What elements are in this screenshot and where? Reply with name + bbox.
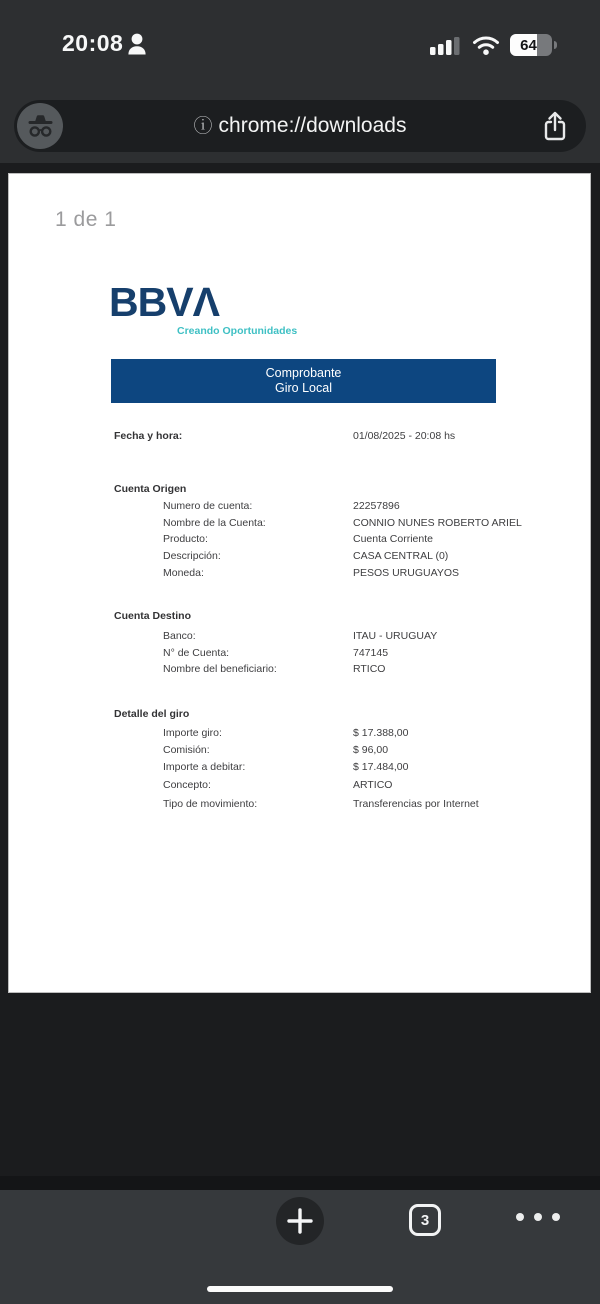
new-tab-button[interactable] xyxy=(276,1197,324,1245)
section-title: Detalle del giro xyxy=(114,708,190,720)
document-title-banner xyxy=(111,359,496,403)
field-row xyxy=(9,647,592,661)
field-row xyxy=(9,533,592,547)
share-icon xyxy=(542,110,568,142)
field-row xyxy=(9,517,592,531)
field-value: RTICO xyxy=(353,663,386,675)
field-label: Importe giro: xyxy=(163,727,222,739)
field-label: Tipo de movimiento: xyxy=(163,798,258,810)
field-value: $ 17.484,00 xyxy=(353,761,409,773)
incognito-icon xyxy=(27,113,54,139)
field-label: Comisión: xyxy=(163,744,210,756)
field-row xyxy=(9,430,592,444)
field-row xyxy=(9,567,592,581)
field-label: Nombre del beneficiario: xyxy=(163,663,277,675)
battery-icon xyxy=(510,34,552,56)
wifi-icon xyxy=(472,35,500,56)
field-value: Cuenta Corriente xyxy=(353,533,433,545)
field-label: Banco: xyxy=(163,630,196,642)
field-label: Fecha y hora: xyxy=(114,430,183,442)
field-label: Nombre de la Cuenta: xyxy=(163,517,266,529)
page-info-icon[interactable]: ⓘ xyxy=(193,115,213,137)
banner-line2: Giro Local xyxy=(275,381,332,395)
field-value: 22257896 xyxy=(353,500,400,512)
browser-header xyxy=(0,0,600,163)
bbva-logo: BBVΛ xyxy=(109,279,219,325)
field-row xyxy=(9,500,592,514)
status-clock: 20:08 xyxy=(62,30,124,56)
field-label: N° de Cuenta: xyxy=(163,647,230,659)
field-row xyxy=(9,663,592,677)
incognito-button[interactable] xyxy=(17,103,63,149)
section-title: Cuenta Destino xyxy=(114,610,192,622)
browser-toolbar xyxy=(0,1190,600,1304)
field-value: $ 17.388,00 xyxy=(353,727,409,739)
field-label: Producto: xyxy=(163,533,208,545)
status-icons xyxy=(430,34,552,56)
url-display[interactable] xyxy=(194,100,407,152)
field-label: Importe a debitar: xyxy=(163,761,246,773)
field-value: Transferencias por Internet xyxy=(353,798,479,810)
field-label: Numero de cuenta: xyxy=(163,500,253,512)
field-row xyxy=(9,744,592,758)
field-row xyxy=(9,779,592,793)
field-row xyxy=(9,550,592,564)
field-label: Concepto: xyxy=(163,779,211,791)
section-title: Cuenta Origen xyxy=(114,483,187,495)
field-row xyxy=(9,798,592,812)
field-value: CASA CENTRAL (0) xyxy=(353,550,449,562)
bbva-tagline: Creando Oportunidades xyxy=(177,325,298,337)
field-label: Descripción: xyxy=(163,550,221,562)
menu-dot xyxy=(552,1213,560,1221)
pdf-page xyxy=(8,173,591,993)
field-value: ITAU - URUGUAY xyxy=(353,630,438,642)
field-row xyxy=(9,727,592,741)
banner-line1: Comprobante xyxy=(265,366,342,380)
field-value: 747145 xyxy=(353,647,389,659)
field-label: Moneda: xyxy=(163,567,204,579)
person-icon xyxy=(127,33,147,56)
field-row xyxy=(9,761,592,775)
page-indicator: 1 de 1 xyxy=(55,208,117,231)
menu-button[interactable] xyxy=(516,1213,560,1221)
toolbar-top-strip xyxy=(0,1176,600,1190)
menu-dot xyxy=(516,1213,524,1221)
address-bar[interactable] xyxy=(14,100,586,152)
tab-count: 3 xyxy=(420,1211,430,1229)
field-row xyxy=(9,630,592,644)
cellular-signal-icon xyxy=(430,34,462,56)
home-indicator[interactable] xyxy=(207,1286,393,1292)
tab-switcher-button[interactable] xyxy=(409,1204,441,1236)
menu-dot xyxy=(534,1213,542,1221)
plus-icon xyxy=(287,1208,313,1234)
field-value: CONNIO NUNES ROBERTO ARIEL xyxy=(353,517,522,529)
field-value: 01/08/2025 - 20:08 hs xyxy=(353,430,456,442)
url-text: chrome://downloads xyxy=(218,114,407,137)
pdf-viewer[interactable] xyxy=(0,163,600,1176)
battery-percent: 64 xyxy=(520,36,537,54)
field-value: ARTICO xyxy=(353,779,393,791)
field-value: $ 96,00 xyxy=(353,744,389,756)
share-button[interactable] xyxy=(542,110,568,145)
field-value: PESOS URUGUAYOS xyxy=(353,567,459,579)
